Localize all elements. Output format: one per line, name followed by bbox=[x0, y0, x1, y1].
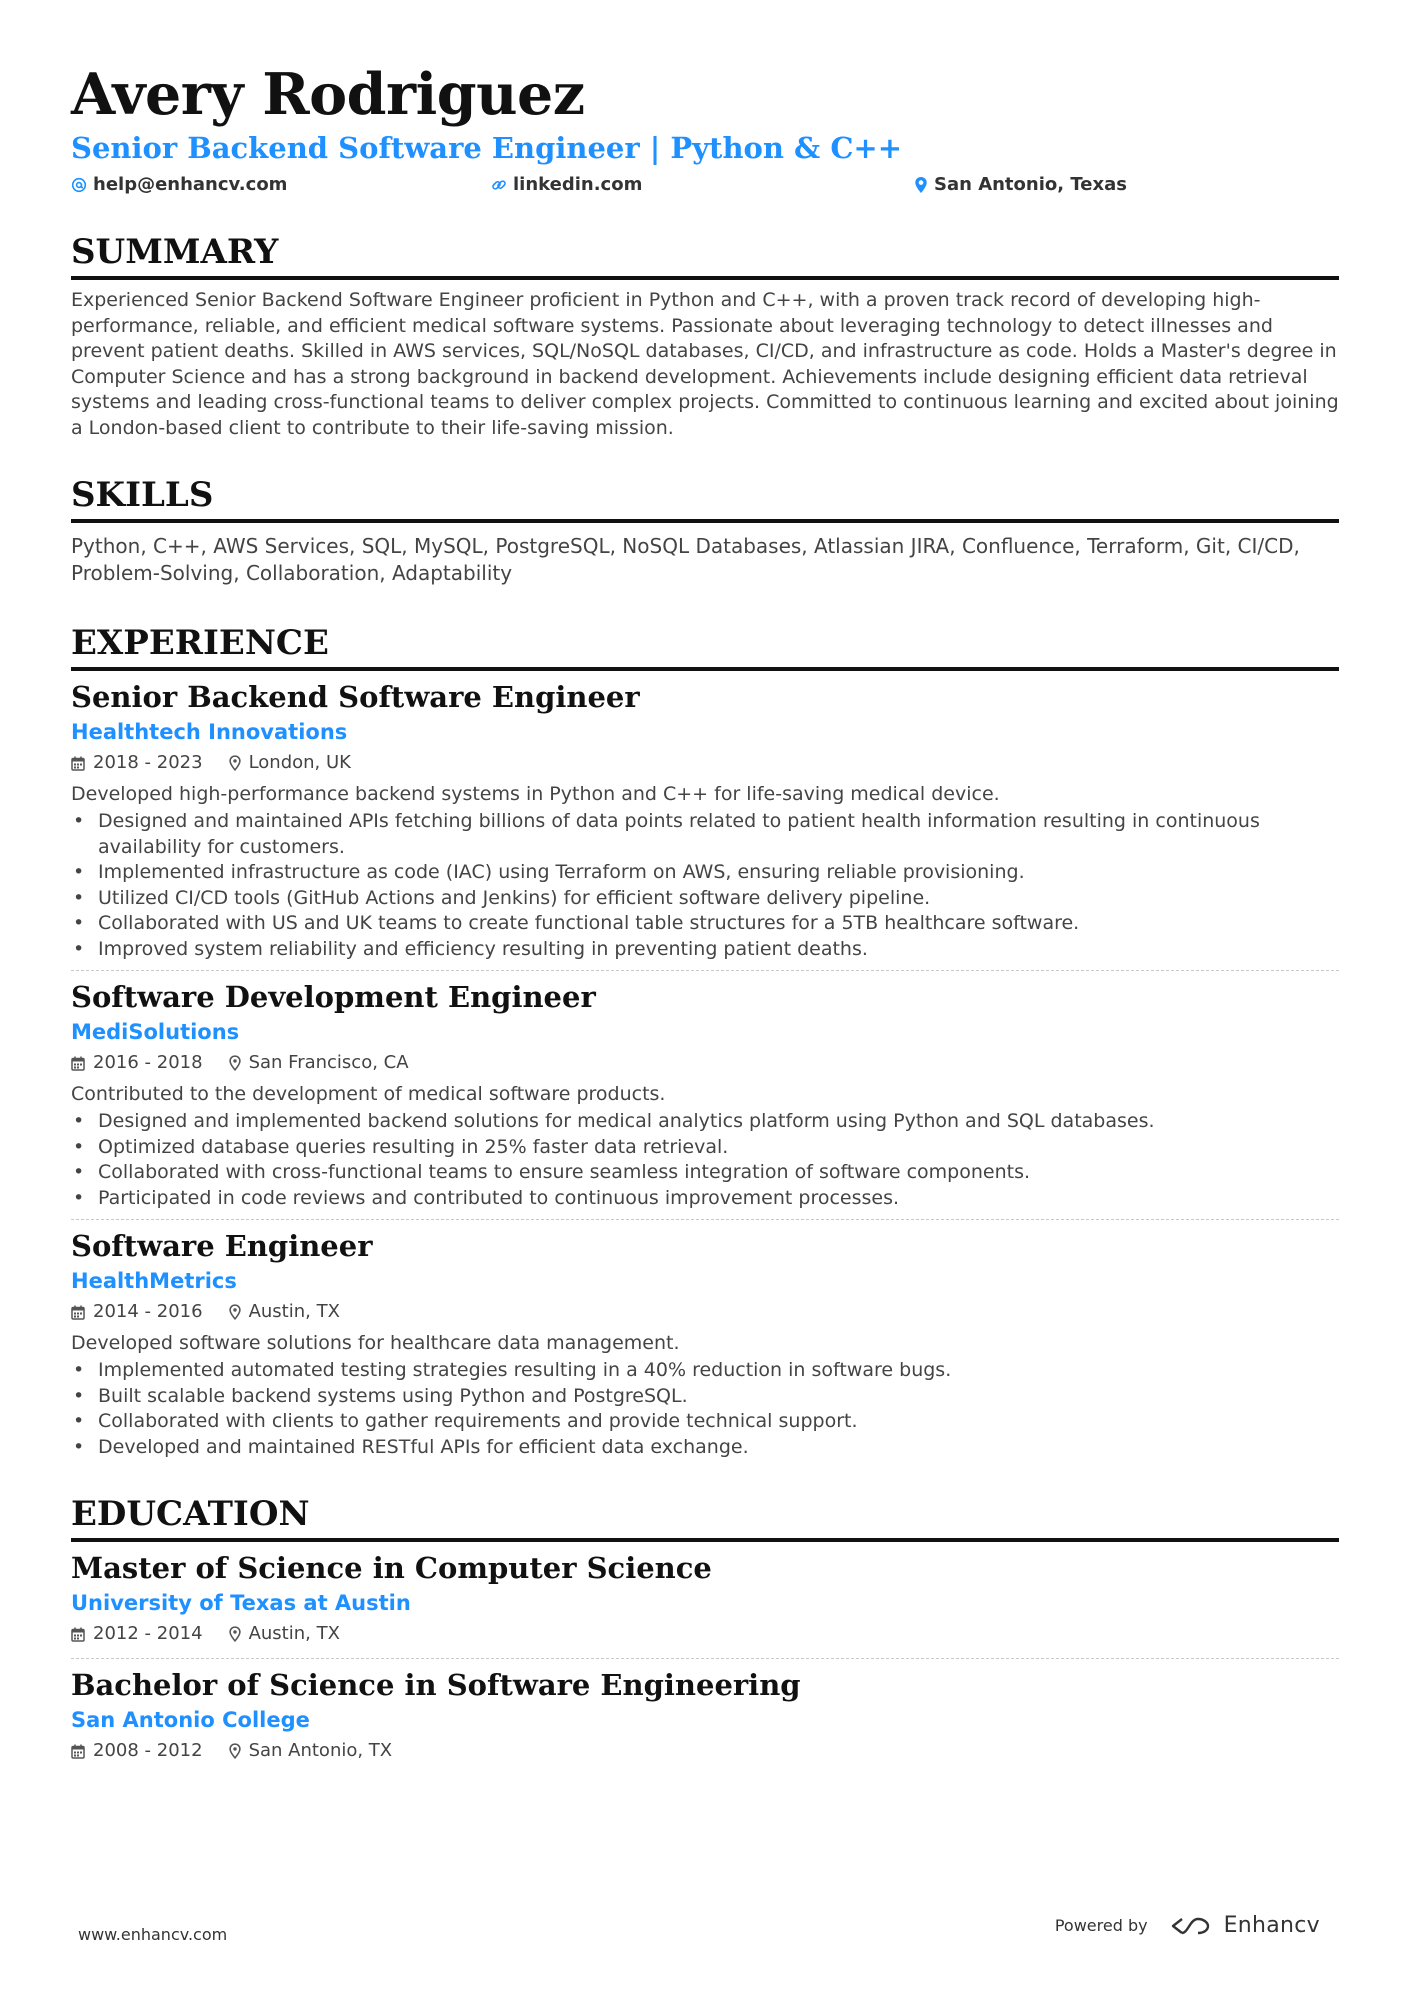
experience-entry bbox=[71, 970, 1339, 1211]
map-pin-icon bbox=[229, 1743, 241, 1759]
footer-powered bbox=[1055, 1913, 1320, 1938]
job-bullet: • Participated in code reviews and contributed to continuous improvement processes. bbox=[71, 1186, 1339, 1212]
calendar-icon bbox=[71, 756, 85, 771]
education-location-text: Austin, TX bbox=[248, 1623, 340, 1644]
education-meta bbox=[71, 1735, 1339, 1767]
candidate-title: Senior Backend Software Engineer | Python & C++ bbox=[71, 131, 903, 165]
job-company: MediSolutions bbox=[71, 1020, 240, 1044]
job-description: Contributed to the development of medical software products. bbox=[71, 1083, 666, 1105]
contact-location bbox=[914, 174, 1127, 195]
job-bullet: • Collaborated with cross-functional teams to ensure seamless integration of software components. bbox=[71, 1160, 1339, 1186]
job-location-text: Austin, TX bbox=[248, 1301, 340, 1322]
experience-heading: EXPERIENCE bbox=[71, 623, 1339, 671]
job-bullet: • Built scalable backend systems using Python and PostgreSQL. bbox=[71, 1384, 1339, 1410]
job-company: HealthMetrics bbox=[71, 1269, 237, 1293]
contact-row bbox=[71, 170, 1339, 202]
job-dates-text: 2016 - 2018 bbox=[93, 1052, 203, 1073]
contact-linkedin[interactable] bbox=[491, 174, 642, 195]
job-dates bbox=[71, 747, 203, 779]
experience-section bbox=[71, 623, 1339, 1460]
job-company: Healthtech Innovations bbox=[71, 720, 348, 744]
education-dates-text: 2008 - 2012 bbox=[93, 1740, 203, 1761]
powered-by-label: Powered by bbox=[1054, 1916, 1148, 1935]
job-bullets bbox=[71, 1358, 1339, 1460]
job-bullet: • Implemented automated testing strategies resulting in a 40% reduction in software bugs. bbox=[71, 1358, 1339, 1384]
job-description: Developed software solutions for healthcare data management. bbox=[71, 1332, 680, 1354]
map-pin-icon bbox=[229, 755, 241, 771]
map-pin-icon bbox=[229, 1304, 241, 1320]
education-location bbox=[229, 1618, 340, 1650]
job-bullet: • Optimized database queries resulting in 25% faster data retrieval. bbox=[71, 1135, 1339, 1161]
skills-section bbox=[71, 475, 1339, 587]
email-text: help@enhancv.com bbox=[93, 174, 288, 195]
map-pin-icon bbox=[914, 176, 928, 194]
job-role: Software Engineer bbox=[71, 1229, 373, 1263]
school-name: San Antonio College bbox=[71, 1708, 310, 1732]
job-bullet: • Developed and maintained RESTful APIs for efficient data exchange. bbox=[71, 1435, 1339, 1461]
job-location bbox=[229, 747, 351, 779]
job-dates-text: 2018 - 2023 bbox=[93, 752, 203, 773]
footer-website[interactable]: www.enhancv.com bbox=[78, 1925, 228, 1944]
degree-title: Master of Science in Computer Science bbox=[71, 1551, 712, 1585]
link-icon bbox=[491, 177, 507, 193]
job-bullet: • Designed and maintained APIs fetching billions of data points related to patient health information resulting in continuous availability for customers. bbox=[71, 809, 1339, 860]
map-pin-icon bbox=[229, 1626, 241, 1642]
education-section bbox=[71, 1494, 1339, 1767]
education-entry bbox=[71, 1542, 1339, 1650]
job-bullet: • Collaborated with clients to gather requirements and provide technical support. bbox=[71, 1409, 1339, 1435]
education-location-text: San Antonio, TX bbox=[248, 1740, 393, 1761]
calendar-icon bbox=[71, 1056, 85, 1071]
calendar-icon bbox=[71, 1627, 85, 1642]
school-name: University of Texas at Austin bbox=[71, 1591, 411, 1615]
skills-heading: SKILLS bbox=[71, 475, 1339, 523]
job-bullets bbox=[71, 1109, 1339, 1211]
job-bullet: • Improved system reliability and efficiency resulting in preventing patient deaths. bbox=[71, 937, 1339, 963]
education-dates bbox=[71, 1618, 203, 1650]
job-location bbox=[229, 1047, 409, 1079]
job-bullet: • Implemented infrastructure as code (IAC) using Terraform on AWS, ensuring reliable provisioning. bbox=[71, 860, 1339, 886]
education-meta bbox=[71, 1618, 1339, 1650]
job-location-text: San Francisco, CA bbox=[248, 1052, 409, 1073]
summary-section bbox=[71, 232, 1339, 441]
job-location-text: London, UK bbox=[248, 752, 351, 773]
job-role: Software Development Engineer bbox=[71, 980, 596, 1014]
map-pin-icon bbox=[229, 1055, 241, 1071]
calendar-icon bbox=[71, 1744, 85, 1759]
job-bullet: • Utilized CI/CD tools (GitHub Actions and Jenkins) for efficient software delivery pipeline. bbox=[71, 886, 1339, 912]
education-dates bbox=[71, 1735, 203, 1767]
job-bullet: • Designed and implemented backend solutions for medical analytics platform using Python and SQL databases. bbox=[71, 1109, 1339, 1135]
summary-text: Experienced Senior Backend Software Engineer proficient in Python and C++, with a proven track record of developing high-performance, reliable, and efficient medical software systems. Passionate about leveraging technology to detect illnesses and prevent patient deaths. Skilled in AWS services, SQL/NoSQL databases, CI/CD, and infrastructure as code. Holds a Master's degree in Computer Science and has a strong background in backend development. Achievements include designing efficient data retrieval systems and leading cross-functional teams to deliver complex projects. Committed to continuous learning and excited about joining a London-based client to contribute to their life-saving mission. bbox=[71, 289, 1339, 439]
linkedin-text: linkedin.com bbox=[513, 174, 643, 195]
education-entry bbox=[71, 1658, 1339, 1767]
job-dates-text: 2014 - 2016 bbox=[93, 1301, 203, 1322]
at-icon bbox=[71, 177, 87, 193]
job-bullet: • Collaborated with US and UK teams to create functional table structures for a 5TB healthcare software. bbox=[71, 911, 1339, 937]
job-location bbox=[229, 1296, 340, 1328]
experience-entry bbox=[71, 671, 1339, 962]
degree-title: Bachelor of Science in Software Engineering bbox=[71, 1668, 801, 1702]
location-text: San Antonio, Texas bbox=[934, 174, 1127, 195]
job-meta bbox=[71, 1047, 1339, 1079]
job-meta bbox=[71, 747, 1339, 779]
enhancv-logo-icon bbox=[1168, 1914, 1214, 1938]
job-role: Senior Backend Software Engineer bbox=[71, 680, 640, 714]
education-dates-text: 2012 - 2014 bbox=[93, 1623, 203, 1644]
job-dates bbox=[71, 1047, 203, 1079]
brand-logo[interactable] bbox=[1168, 1913, 1320, 1938]
education-location bbox=[229, 1735, 393, 1767]
summary-heading: SUMMARY bbox=[71, 232, 1339, 280]
skills-text: Python, C++, AWS Services, SQL, MySQL, PostgreSQL, NoSQL Databases, Atlassian JIRA, Confluence, Terraform, Git, CI/CD, Problem-Solving, Collaboration, Adaptability bbox=[71, 534, 1300, 585]
calendar-icon bbox=[71, 1305, 85, 1320]
job-meta bbox=[71, 1296, 1339, 1328]
brand-name: Enhancv bbox=[1223, 1913, 1320, 1938]
education-heading: EDUCATION bbox=[71, 1494, 1339, 1542]
contact-email[interactable] bbox=[71, 174, 287, 195]
candidate-name: Avery Rodriguez bbox=[71, 61, 585, 128]
job-dates bbox=[71, 1296, 203, 1328]
experience-entry bbox=[71, 1219, 1339, 1460]
job-bullets bbox=[71, 809, 1339, 962]
job-description: Developed high-performance backend systems in Python and C++ for life-saving medical device. bbox=[71, 783, 1000, 805]
